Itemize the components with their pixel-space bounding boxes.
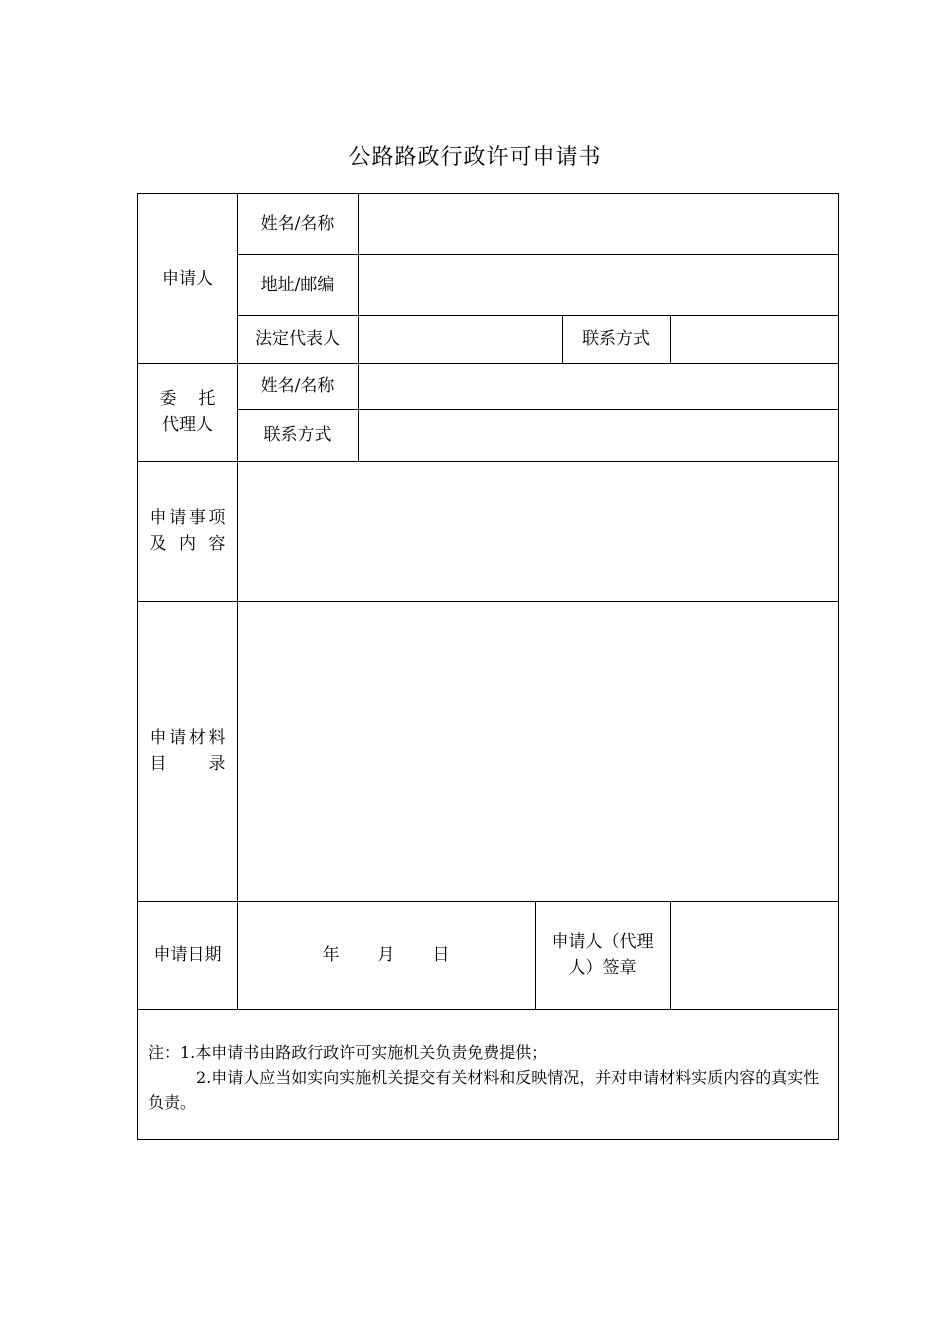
divider [138,1009,839,1010]
agent-contact-field[interactable] [358,409,839,461]
date-month: 月 [377,945,395,965]
applicant-contact-field[interactable] [670,315,839,363]
applicant-name-field[interactable] [358,194,839,254]
signature-label-line2: 人）签章 [568,958,637,978]
signature-label-line1: 申请人（代理 [551,932,654,952]
page-title: 公路路政行政许可申请书 [348,145,602,170]
applicant-section-label [138,194,237,363]
agent-section-label [138,363,237,461]
legal-rep-label: 法定代表人 [255,329,340,349]
agent-contact-label: 联系方式 [263,425,332,445]
agent-label-line2: 代理人 [162,415,213,435]
legal-rep-field[interactable] [358,315,562,363]
applicant-contact-label: 联系方式 [582,329,650,349]
signature-label [535,901,670,1009]
applicant-label-text: 申请人 [162,268,213,289]
agent-name-field[interactable] [358,363,839,409]
matter-field[interactable] [237,461,839,601]
applicant-name-label: 姓名/名称 [260,214,335,234]
agent-name-label: 姓名/名称 [260,376,335,396]
applicant-address-label: 地址/邮编 [260,274,335,295]
application-form [137,193,839,1140]
matter-label-line1: 申请事项 [149,508,226,528]
matter-label-line2: 及内容 [149,534,226,554]
date-field[interactable] [237,901,535,1009]
materials-label-line1: 申请材料 [149,728,226,748]
note-line-1: 注：1.本申请书由路政行政许可实施机关负责免费提供； [148,1043,548,1062]
note-line-2: 2.申请人应当如实向实施机关提交有关材料和反映情况，并对申请材料实质内容的真实性负责。 [148,1068,820,1112]
date-day: 日 [432,945,450,965]
materials-label [138,601,237,901]
materials-label-line2: 目录 [149,754,226,774]
matter-label [138,461,237,601]
date-label: 申请日期 [153,945,222,965]
applicant-address-field[interactable] [358,254,839,315]
notes [148,1040,828,1115]
signature-field[interactable] [670,901,839,1009]
agent-label-line1: 委 托 [159,389,216,409]
materials-field[interactable] [237,601,839,901]
date-year: 年 [322,945,340,965]
